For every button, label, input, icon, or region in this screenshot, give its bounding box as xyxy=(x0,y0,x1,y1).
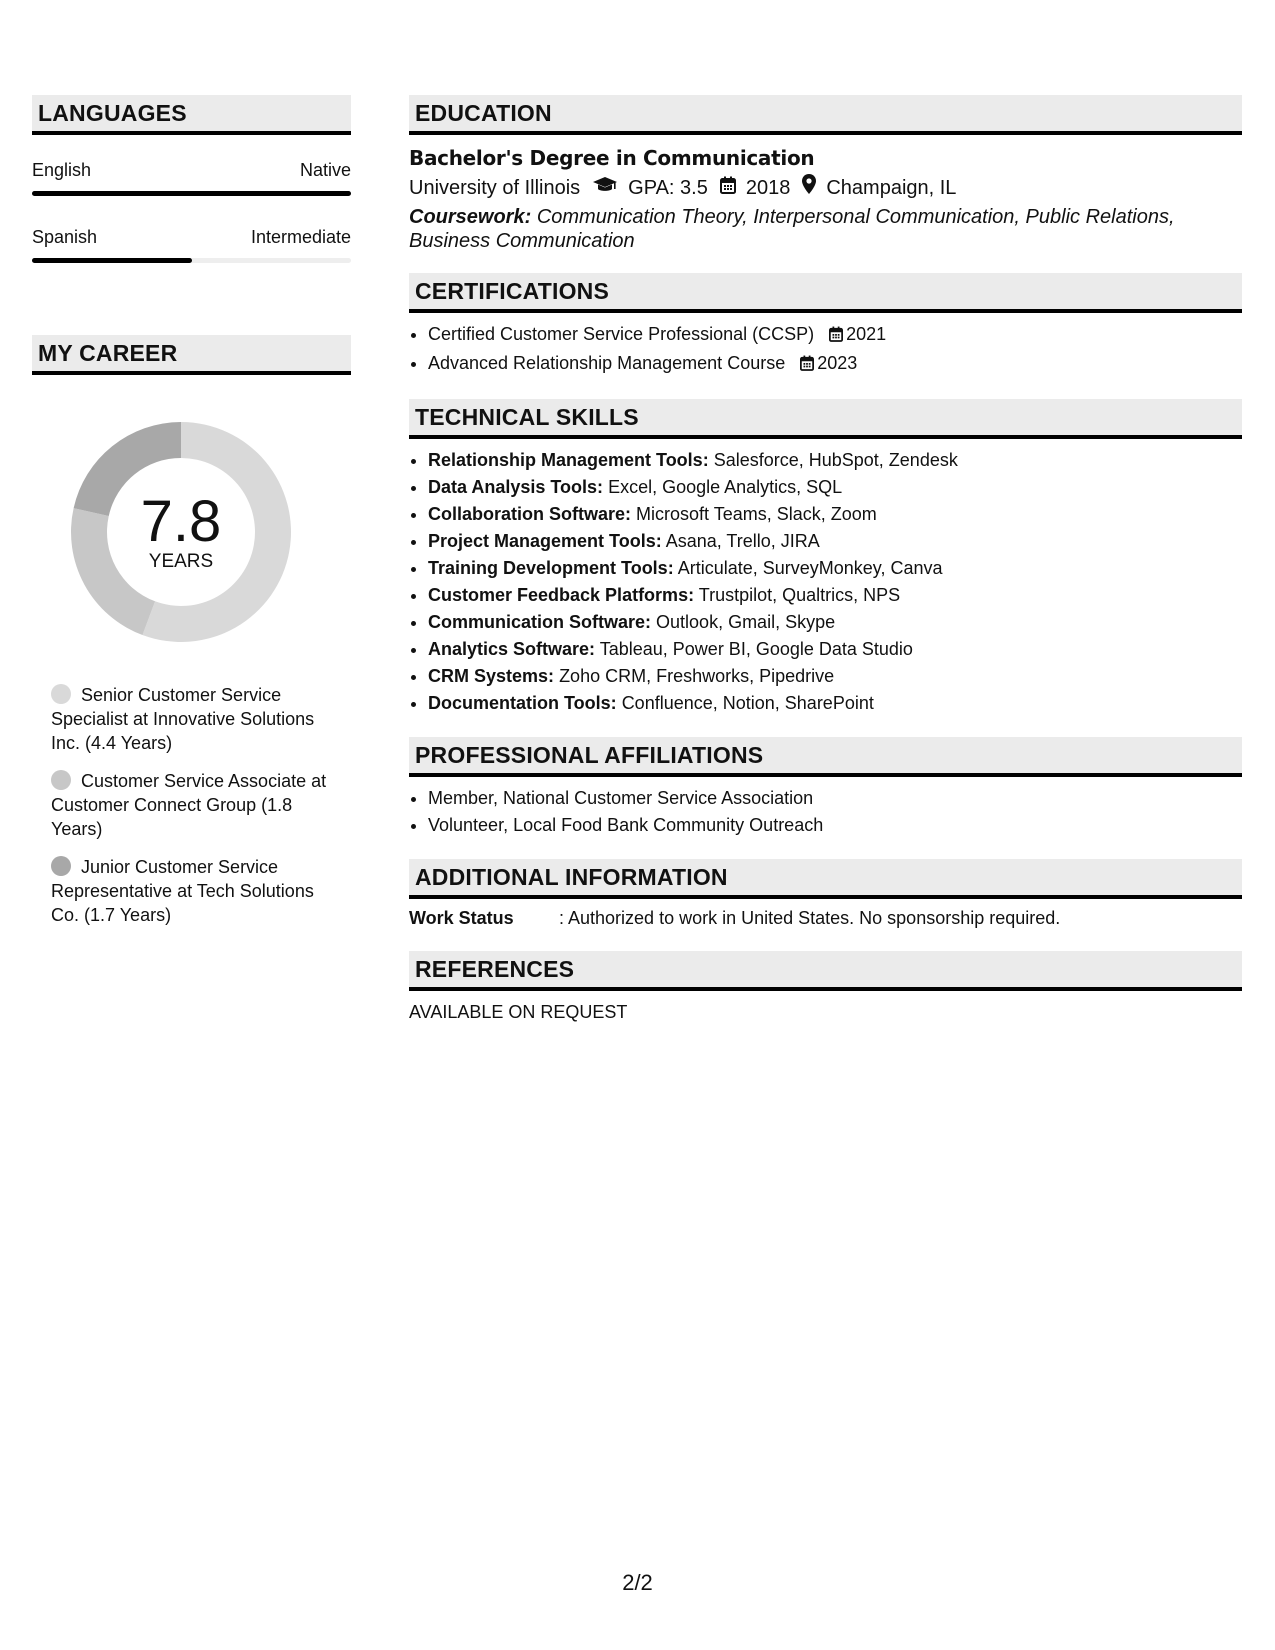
career-legend-item xyxy=(51,855,341,927)
skill-label: Communication Software: xyxy=(428,612,652,632)
references-section xyxy=(409,951,1242,1025)
career-legend xyxy=(32,683,351,927)
education-entry xyxy=(409,135,1242,253)
skill-label: Analytics Software: xyxy=(428,639,596,659)
calendar-icon xyxy=(829,323,843,350)
work-status xyxy=(409,905,1242,931)
language-level: Intermediate xyxy=(250,227,351,247)
references-header: REFERENCES xyxy=(409,951,1242,991)
affiliations-header: PROFESSIONAL AFFILIATIONS xyxy=(409,737,1242,777)
school-location: Champaign, IL xyxy=(826,177,957,199)
certification-item xyxy=(428,350,1242,379)
career-item-text: Customer Service Associate at Customer Connect Group (1.8 Years) xyxy=(51,771,327,839)
skills-section xyxy=(409,399,1242,717)
coursework xyxy=(409,205,1242,253)
certifications-list xyxy=(409,321,1242,379)
skill-label: CRM Systems: xyxy=(428,666,555,686)
page-number: 2/2 xyxy=(622,1570,653,1595)
graduation-cap-icon xyxy=(592,173,618,203)
coursework-text: Communication Theory, Interpersonal Communication, Public Relations, Business Communication xyxy=(409,206,1175,252)
skill-item xyxy=(428,636,1242,663)
skills-list xyxy=(409,447,1242,717)
skill-label: Data Analysis Tools: xyxy=(428,477,604,497)
languages-header: LANGUAGES xyxy=(32,95,351,135)
skill-item xyxy=(428,663,1242,690)
career-section xyxy=(32,335,351,927)
language-bar-fill xyxy=(32,191,351,196)
career-years-unit: YEARS xyxy=(148,551,214,572)
language-item xyxy=(32,159,351,196)
skill-value: Salesforce, HubSpot, Zendesk xyxy=(713,450,958,470)
skill-label: Project Management Tools: xyxy=(428,531,662,551)
certifications-header: CERTIFICATIONS xyxy=(409,273,1242,313)
skill-item xyxy=(428,690,1242,717)
gpa: GPA: 3.5 xyxy=(628,177,708,199)
skill-value: Tableau, Power BI, Google Data Studio xyxy=(599,639,913,659)
career-header: MY CAREER xyxy=(32,335,351,375)
education-meta xyxy=(409,173,1242,203)
legend-dot xyxy=(51,684,71,704)
certifications-section xyxy=(409,273,1242,379)
skill-item xyxy=(428,474,1242,501)
skill-label: Documentation Tools: xyxy=(428,693,617,713)
certification-name: Advanced Relationship Management Course xyxy=(428,353,786,373)
skill-item xyxy=(428,555,1242,582)
education-header: EDUCATION xyxy=(409,95,1242,135)
certification-item xyxy=(428,321,1242,350)
language-level: Native xyxy=(299,160,351,180)
career-total-years: 7.8 xyxy=(140,489,222,554)
language-bar-fill xyxy=(32,258,192,263)
work-status-value: : Authorized to work in United States. No sponsorship required. xyxy=(559,908,1061,928)
affiliation-item: • Member, National Customer Service Association xyxy=(428,785,1242,812)
legend-dot xyxy=(51,856,71,876)
coursework-label: Coursework: xyxy=(409,206,532,228)
donut-center xyxy=(66,417,296,647)
skill-item xyxy=(428,501,1242,528)
additional-section xyxy=(409,859,1242,931)
degree-title: Bachelor's Degree in Communication xyxy=(409,146,815,170)
affiliation-item: • Volunteer, Local Food Bank Community Outreach xyxy=(428,812,1242,839)
language-name: Spanish xyxy=(32,227,98,247)
language-bar xyxy=(32,258,351,263)
graduation-year: 2018 xyxy=(745,177,791,199)
career-item-text: Junior Customer Service Representative at Tech Solutions Co. (1.7 Years) xyxy=(51,857,314,925)
skill-item xyxy=(428,609,1242,636)
skill-value: Asana, Trello, JIRA xyxy=(665,531,820,551)
affiliations-list xyxy=(409,785,1242,839)
skill-label: Training Development Tools: xyxy=(428,558,674,578)
skill-item xyxy=(428,582,1242,609)
calendar-icon xyxy=(720,173,736,203)
skill-value: Microsoft Teams, Slack, Zoom xyxy=(636,504,877,524)
skill-value: Zoho CRM, Freshworks, Pipedrive xyxy=(559,666,835,686)
skill-item xyxy=(428,528,1242,555)
skill-value: Excel, Google Analytics, SQL xyxy=(608,477,843,497)
references-text: AVAILABLE ON REQUEST xyxy=(409,1002,628,1022)
certification-year: 2023 xyxy=(817,353,858,373)
affiliations-section xyxy=(409,737,1242,839)
career-legend-item xyxy=(51,769,341,841)
right-column xyxy=(409,95,1242,1025)
legend-dot xyxy=(51,770,71,790)
calendar-icon xyxy=(800,352,814,379)
skill-value: Outlook, Gmail, Skype xyxy=(656,612,836,632)
skill-value: Articulate, SurveyMonkey, Canva xyxy=(677,558,943,578)
skills-header: TECHNICAL SKILLS xyxy=(409,399,1242,439)
career-donut-chart xyxy=(66,417,296,647)
skill-label: Customer Feedback Platforms: xyxy=(428,585,695,605)
skill-label: Collaboration Software: xyxy=(428,504,632,524)
certification-name: Certified Customer Service Professional (CCSP) xyxy=(428,324,815,344)
left-column xyxy=(32,95,351,941)
skill-value: Confluence, Notion, SharePoint xyxy=(621,693,874,713)
school-name: University of Illinois xyxy=(409,177,581,199)
career-legend-item xyxy=(51,683,341,755)
certification-year: 2021 xyxy=(846,324,887,344)
location-pin-icon xyxy=(802,173,816,203)
work-status-label: Work Status xyxy=(409,908,514,928)
career-item-text: Senior Customer Service Specialist at Innovative Solutions Inc. (4.4 Years) xyxy=(51,685,315,753)
language-item xyxy=(32,226,351,263)
additional-header: ADDITIONAL INFORMATION xyxy=(409,859,1242,899)
skill-label: Relationship Management Tools: xyxy=(428,450,709,470)
skill-value: Trustpilot, Qualtrics, NPS xyxy=(698,585,901,605)
language-bar xyxy=(32,191,351,196)
skill-item xyxy=(428,447,1242,474)
language-name: English xyxy=(32,160,92,180)
